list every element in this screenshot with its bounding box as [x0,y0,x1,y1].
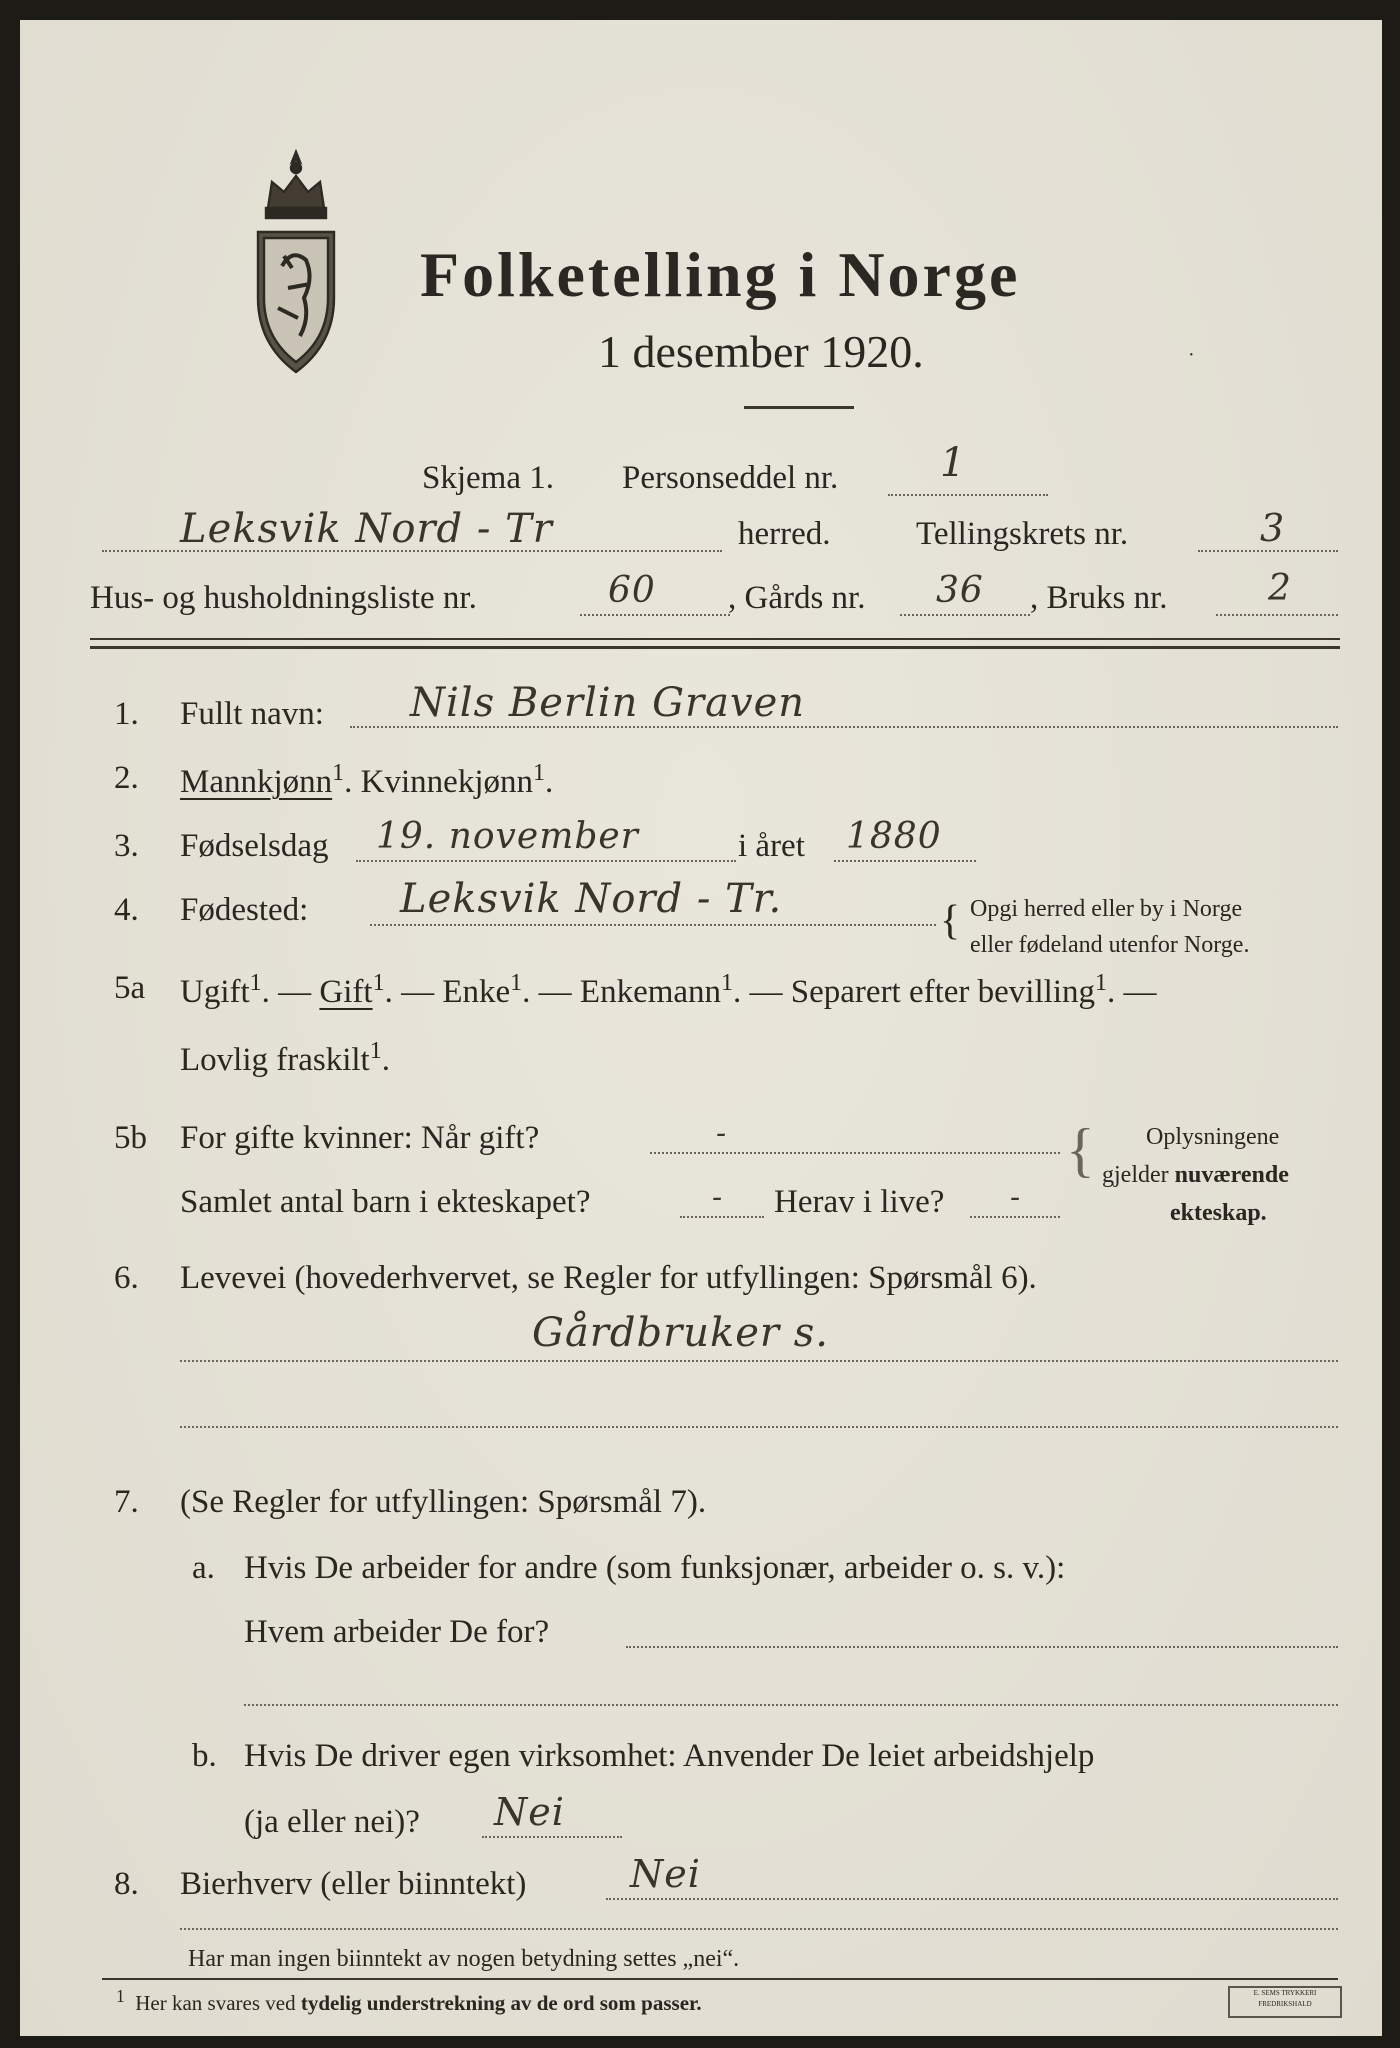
footnote-divider [102,1978,1338,1980]
census-form-page [20,20,1382,2036]
q2-male-footnote-ref: 1 [332,760,345,786]
q1-line [350,726,1338,728]
q5a-gift-option: Gift [319,974,373,1010]
q3-date-line [356,860,736,862]
q7-number: 7. [114,1484,139,1520]
schema-label: Skjema 1. [422,460,554,496]
q1-full-name-value: Nils Berlin Graven [410,680,806,726]
q8-line [606,1898,1338,1900]
q5b-note-line3: ekteskap. [1170,1200,1267,1226]
q3-year-label: i året [738,828,805,864]
q8-number: 8. [114,1866,139,1902]
q5b-alive-line [970,1216,1060,1218]
q5a-enke-option: . — Enke [384,974,511,1010]
q5a-sep5: . — [1106,974,1157,1010]
q7-label: (Se Regler for utfyllingen: Spørsmål 7). [180,1484,707,1520]
q5a-ugift-option: Ugift [180,974,250,1010]
q5a-fraskilt-footnote-ref: 1 [369,1038,382,1064]
q8-secondary-income-value: Nei [630,1852,701,1896]
herred-label: herred. [738,516,831,552]
q7a-answer-line2 [244,1704,1338,1706]
hus-line [580,614,730,616]
q4-note-brace: { [940,898,961,944]
q3-label: Fødselsdag [180,828,329,864]
footnote-number: 1 [116,1986,125,2006]
q2-sex-options [180,760,553,801]
q3-birthday-value: 19. november [376,816,639,857]
header-rule-top [90,638,1340,640]
footnote-text-a: Her kan svares ved [135,1991,296,2015]
q6-line2 [180,1426,1338,1428]
q5a-separert-option: . — Separert efter bevilling [733,974,1095,1010]
title-divider [744,406,854,409]
personseddel-value: 1 [940,440,967,486]
q5b-note-line2 [1102,1162,1289,1189]
stray-mark: · [1188,344,1195,366]
q5a-enkemann-footnote-ref: 1 [721,970,734,996]
q5a-fraskilt-tail: . [381,1042,390,1078]
herred-value: Leksvik Nord - Tr [180,506,553,552]
nei-note: Har man ingen biinntekt av nogen betydning settes „nei“. [188,1946,740,1972]
q6-line1 [180,1360,1338,1362]
q2-female-footnote-ref: 1 [533,760,545,786]
q4-number: 4. [114,892,139,928]
q5a-number: 5a [114,970,146,1006]
tellingskrets-value: 3 [1260,506,1286,550]
q6-occupation-value: Gårdbruker s. [532,1310,830,1356]
q4-birthplace-value: Leksvik Nord - Tr. [400,876,783,922]
q5a-separert-footnote-ref: 1 [1094,970,1107,996]
q3-number: 3. [114,828,139,864]
q2-female-tail: . [545,764,554,800]
bruks-value: 2 [1268,568,1292,609]
gards-value: 36 [936,570,984,611]
q5b-when-married-value: - [716,1116,728,1151]
tellingskrets-line [1198,550,1338,552]
q5b-children-label: Samlet antal barn i ekteskapet? [180,1184,591,1220]
q3-year-value: 1880 [846,816,942,857]
q5b-number: 5b [114,1120,147,1156]
personseddel-line [888,494,1048,496]
q4-note-line1: Opgi herred eller by i Norge [970,896,1243,922]
q7b-number: b. [192,1738,217,1774]
q5b-note-brace: { [1066,1117,1095,1183]
q5a-fraskilt-option [180,1038,390,1079]
q7b-answer-line [482,1836,622,1838]
q5b-when-married-line [650,1152,1060,1154]
form-subtitle: 1 desember 1920. [598,326,924,377]
q7a-answer-line1 [626,1646,1338,1648]
printer-stamp-line2: FREDRIKSHALD [1258,2000,1312,2008]
q3-year-line [834,860,976,862]
q7a-line1: Hvis De arbeider for andre (som funksjonær, arbeider o. s. v.): [244,1550,1066,1586]
q4-line [370,924,936,926]
q5a-marital-options [180,970,1156,1011]
q6-number: 6. [114,1260,139,1296]
q2-number: 2. [114,760,139,796]
q5b-alive-value: - [1010,1180,1022,1215]
q6-label: Levevei (hovederhvervet, se Regler for utfyllingen: Spørsmål 6). [180,1260,1037,1296]
printer-stamp-line1: E. SEMS TRYKKERI [1253,1989,1317,1997]
q7b-line2: (ja eller nei)? [244,1804,420,1840]
q5a-sep1: . — [261,974,312,1010]
form-title: Folketelling i Norge [420,239,1021,310]
q4-note-line2: eller fødeland utenfor Norge. [970,932,1250,958]
q2-male-tail: . [344,764,353,800]
q8-label: Bierhverv (eller biinntekt) [180,1866,527,1902]
header-rule-bottom [90,646,1340,649]
bruks-label: , Bruks nr. [1030,580,1168,616]
q7a-line2: Hvem arbeider De for? [244,1614,550,1650]
gards-label: , Gårds nr. [728,580,866,616]
q7b-line1: Hvis De driver egen virksomhet: Anvender De leiet arbeidshjelp [244,1738,1095,1774]
q5a-fraskilt-label: Lovlig fraskilt [180,1042,370,1078]
norwegian-coat-of-arms-icon [248,148,344,388]
q5b-when-married-label: For gifte kvinner: Når gift? [180,1120,540,1156]
q8-line2 [180,1928,1338,1930]
q5b-note-line1: Oplysningene [1146,1124,1280,1150]
tellingskrets-label: Tellingskrets nr. [916,516,1129,552]
q5b-note-current: nuværende [1174,1162,1289,1188]
q5a-gift-footnote-ref: 1 [372,970,385,996]
q5b-children-value: - [712,1180,724,1215]
q7a-number: a. [192,1550,215,1586]
q2-female-option: Kvinnekjønn [360,764,533,800]
footnote [116,1986,702,2016]
bruks-line [1216,614,1338,616]
q7b-answer-value: Nei [494,1790,565,1834]
q5a-ugift-footnote-ref: 1 [249,970,262,996]
q5a-enkemann-option: . — Enkemann [522,974,722,1010]
q1-label: Fullt navn: [180,696,324,732]
q5b-note-gjelder: gjelder [1102,1162,1169,1188]
hus-label: Hus- og husholdningsliste nr. [90,580,477,616]
personseddel-label: Personseddel nr. [622,460,839,496]
q5b-children-line [680,1216,764,1218]
q4-label: Fødested: [180,892,309,928]
hus-value: 60 [608,570,656,611]
printer-stamp [1228,1986,1342,2018]
footnote-text-b: tydelig understrekning av de ord som passer. [300,1991,702,2015]
gards-line [900,614,1030,616]
q2-male-option: Mannkjønn [180,764,333,800]
q1-number: 1. [114,696,139,732]
q5b-alive-label: Herav i live? [774,1184,945,1220]
q5a-enke-footnote-ref: 1 [510,970,523,996]
